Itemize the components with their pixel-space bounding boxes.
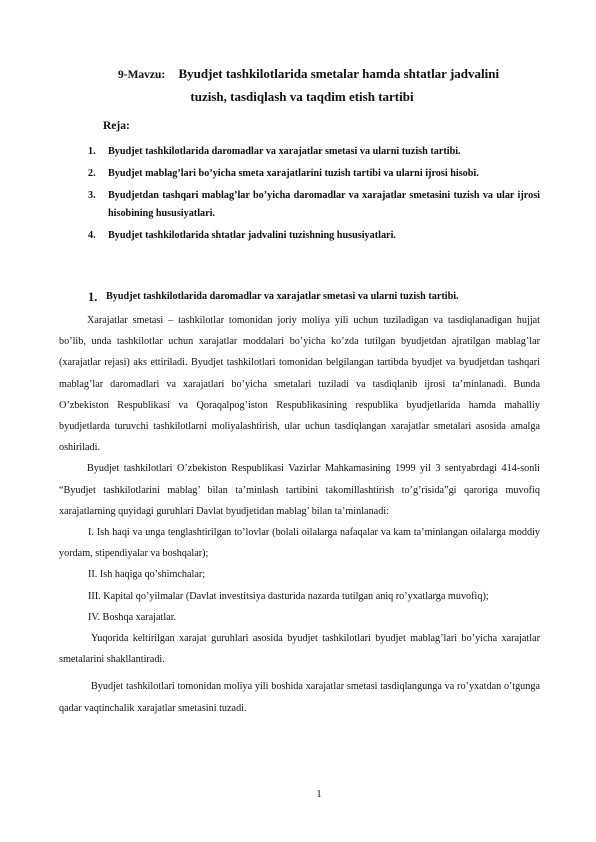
plan-heading: Reja: bbox=[103, 120, 130, 132]
page-number: 1 bbox=[316, 789, 322, 800]
body-text bbox=[59, 310, 540, 719]
paragraph: III. Kapital qo’yilmalar (Davlat investitsiya dasturida nazarda tutilgan aniq ro’yxatlarga muvofiq); bbox=[88, 590, 489, 602]
plan-item-number: 4. bbox=[88, 230, 96, 241]
plan-item-number: 3. bbox=[88, 190, 96, 201]
paragraph: IV. Boshqa xarajatlar. bbox=[88, 611, 177, 623]
plan-item-text: Byudjet tashkilotlarida daromadlar va xarajatlar smetasi va ularni tuzish tartibi. bbox=[108, 146, 461, 157]
plan-item-text: Byudjet tashkilotlarida shtatlar jadvalini tuzishning hususiyatlari. bbox=[108, 230, 396, 241]
plan-item bbox=[88, 187, 540, 223]
paragraph: II. Ish haqiga qo’shimchalar; bbox=[88, 569, 206, 581]
paragraph: Xarajatlar smetasi – tashkilotlar tomonidan joriy moliya yili uchun tuziladigan va tasdiqlanadigan hujjat bo’lib, unda tashkilotlar uchun xarajatlar moddalari bo’yicha ko’zda tutilgan byudjetdan ajratilgan mablag’lar (xarajatlar rejasi) aks ettiriladi. Byudjet tashkilotlari tomonidan belgilangan tartibda byudjet va byudjetdan tashqari mablag’lar daromadlari va xarajatlari bo’yicha smetalari tuziladi va tasdiqlanib ijrosi ta’minlanadi. Bunda O’zbekiston Respublikasi va Qoraqalpog’iston Respublikasining respublika byudjetlarida hamda mahalliy byudjetlarda turuvchi tashkilotlarni moliyalashtirish, ular uchun tasdiqlangan xarajatlar smetalari asosida amalga oshiriladi. bbox=[59, 315, 540, 454]
paragraph: I. Ish haqi va unga tenglashtirilgan to’lovlar (bolali oilalarga nafaqalar va kam ta’minlangan oilalarga moddiy yordam, stipendiyalar va boshqalar); bbox=[59, 527, 540, 560]
topic-title-line1 bbox=[118, 66, 556, 83]
plan-item bbox=[88, 165, 540, 183]
section-number: 1. bbox=[88, 290, 98, 304]
paragraph: Byudjet tashkilotlari tomonidan moliya yili boshida xarajatlar smetasi tasdiqlangunga va ro’yxatdan o’tgunga qadar vaqtinchalik xarajatlar smetasini tuzadi. bbox=[59, 681, 540, 714]
paragraph: Yuqorida keltirilgan xarajat guruhlari asosida byudjet tashkilotlari byudjet mablag’lari bo’yicha xarajatlar smetalarini shakllantiradi. bbox=[59, 633, 540, 666]
plan-item-number: 1. bbox=[88, 146, 96, 157]
plan-item bbox=[88, 143, 540, 161]
section-title: Byudjet tashkilotlarida daromadlar va xarajatlar smetasi va ularni tuzish tartibi. bbox=[106, 291, 459, 302]
topic-title-text: Byudjet tashkilotlarida smetalar hamda shtatlar jadvalini bbox=[178, 66, 500, 81]
plan-item bbox=[88, 227, 540, 245]
paragraph: Byudjet tashkilotlari O’zbekiston Respublikasi Vazirlar Mahkamasining 1999 yil 3 sentyabrdagi 414-sonli “Byudjet tashkilotlarini mablag’ bilan ta’minlash tartibini takomillashtirish to’g’risida”gi qaroriga muvofiq xarajatlarning quyidagi guruhlari Davlat byudjetidan mablag’ bilan ta’minlanadi: bbox=[59, 463, 540, 517]
topic-number: 9-Mavzu: bbox=[118, 69, 166, 81]
section-heading bbox=[88, 289, 540, 305]
plan-item-number: 2. bbox=[88, 168, 96, 179]
plan-list bbox=[88, 143, 540, 249]
plan-item-text: Byudjet mablag’lari bo’yicha smeta xarajatlarini tuzish tartibi va ularni ijrosi hisobi. bbox=[108, 168, 479, 179]
plan-item-text: Byudjetdan tashqari mablag’lar bo’yicha daromadlar va xarajatlar smetasini tuzish va ular ijrosi hisobining hususiyatlari. bbox=[108, 190, 540, 219]
topic-title-line2: tuzish, tasdiqlash va taqdim etish tartibi bbox=[190, 89, 414, 104]
